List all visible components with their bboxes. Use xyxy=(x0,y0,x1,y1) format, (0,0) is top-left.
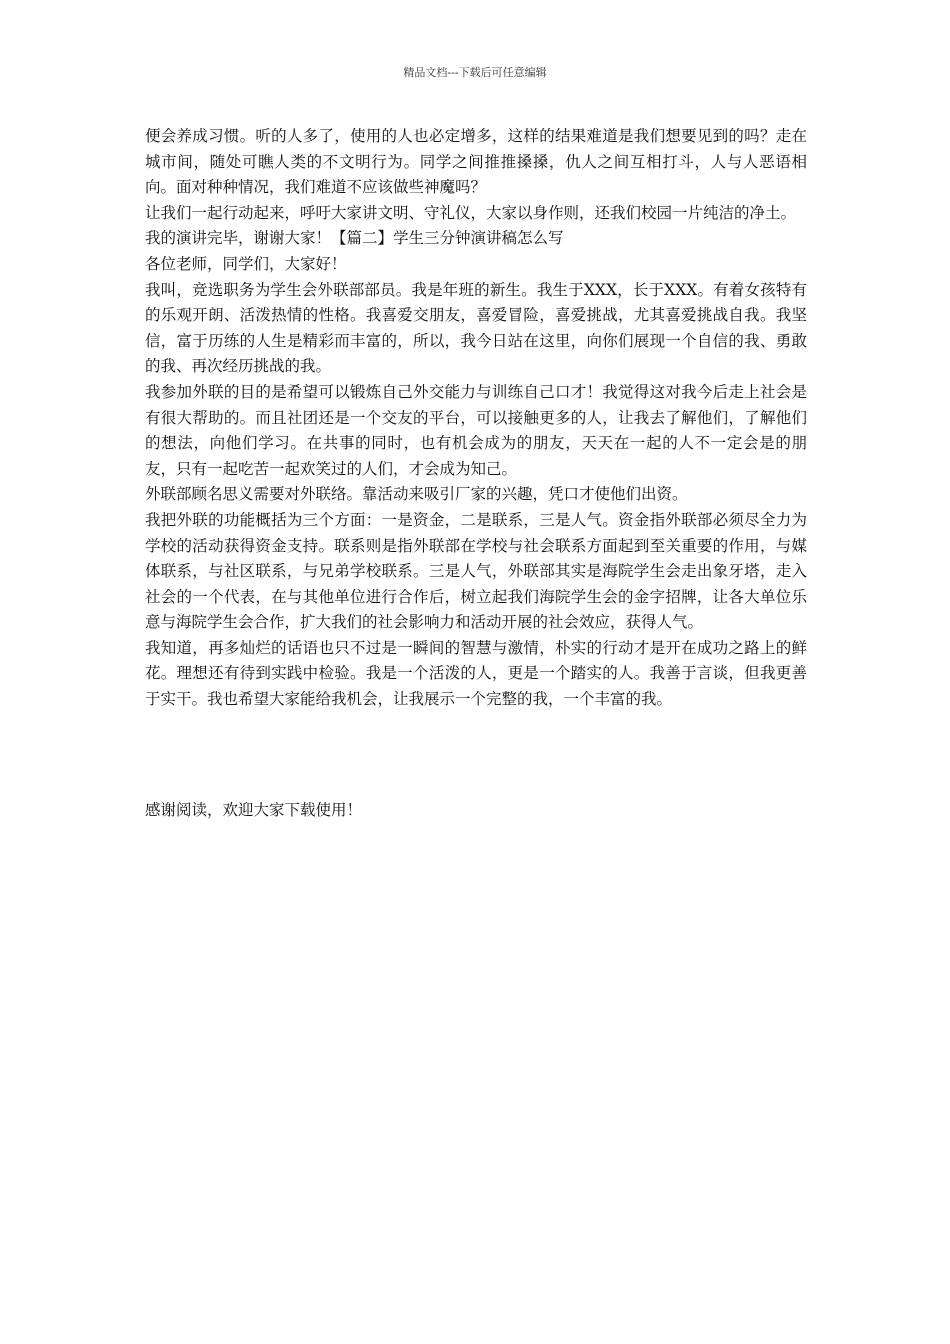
paragraph: 我叫，竞选职务为学生会外联部部员。我是年班的新生。我生于XXX，长于XXX。有着女孩特有的乐观开朗、活泼热情的性格。我喜爱交朋友，喜爱冒险，喜爱挑战，尤其喜爱挑战自我。我坚信，富于历练的人生是精彩而丰富的，所以，我今日站在这里，向你们展现一个自信的我、勇敢的我、再次经历挑战的我。 xyxy=(145,280,807,376)
paragraph: 我知道，再多灿烂的话语也只不过是一瞬间的智慧与激情，朴实的行动才是开在成功之路上的鲜花。理想还有待到实践中检验。我是一个活泼的人，更是一个踏实的人。我善于言谈，但我更善于实干。我也希望大家能给我机会，让我展示一个完整的我，一个丰富的我。 xyxy=(145,638,807,709)
paragraph: 让我们一起行动起来，呼吁大家讲文明、守礼仪，大家以身作则，还我们校园一片纯洁的净土。 xyxy=(145,203,797,222)
paragraph: 我把外联的功能概括为三个方面：一是资金，二是联系，三是人气。资金指外联部必须尽全力为学校的活动获得资金支持。联系则是指外联部在学校与社会联系方面起到至关重要的作用，与媒体联系，与社区联系，与兄弟学校联系。三是人气，外联部其实是海院学生会走出象牙塔，走入社会的一个代表，在与其他单位进行合作后，树立起我们海院学生会的金字招牌，让各大单位乐意与海院学生会合作，扩大我们的社会影响力和活动开展的社会效应，获得人气。 xyxy=(145,510,807,632)
closing-note: 感谢阅读，欢迎大家下载使用！ xyxy=(145,801,363,819)
paragraph: 各位老师，同学们，大家好！ xyxy=(145,254,347,273)
paragraph: 便会养成习惯。听的人多了，使用的人也必定增多，这样的结果难道是我们想要见到的吗？走在城市间，随处可瞧人类的不文明行为。同学之间推推搡搡，仇人之间互相打斗，人与人恶语相向。面对种种情况，我们难道不应该做些神魔吗？ xyxy=(145,127,807,197)
paragraph: 我参加外联的目的是希望可以锻炼自己外交能力与训练自己口才！我觉得这对我今后走上社会是有很大帮助的。而且社团还是一个交友的平台，可以接触更多的人，让我去了解他们，了解他们的想法，向他们学习。在共事的同时，也有机会成为的朋友，天天在一起的人不一定会是的朋友，只有一起吃苦一起欢笑过的人们，才会成为知己。 xyxy=(145,382,807,478)
paragraph: 我的演讲完毕，谢谢大家！【篇二】学生三分钟演讲稿怎么写 xyxy=(145,229,564,248)
page-header: 精品文档---下载后可任意编辑 xyxy=(403,66,547,79)
paragraph: 外联部顾名思义需要对外联络。靠活动来吸引厂家的兴趣，凭口才使他们出资。 xyxy=(145,485,688,504)
document-body xyxy=(145,124,807,713)
